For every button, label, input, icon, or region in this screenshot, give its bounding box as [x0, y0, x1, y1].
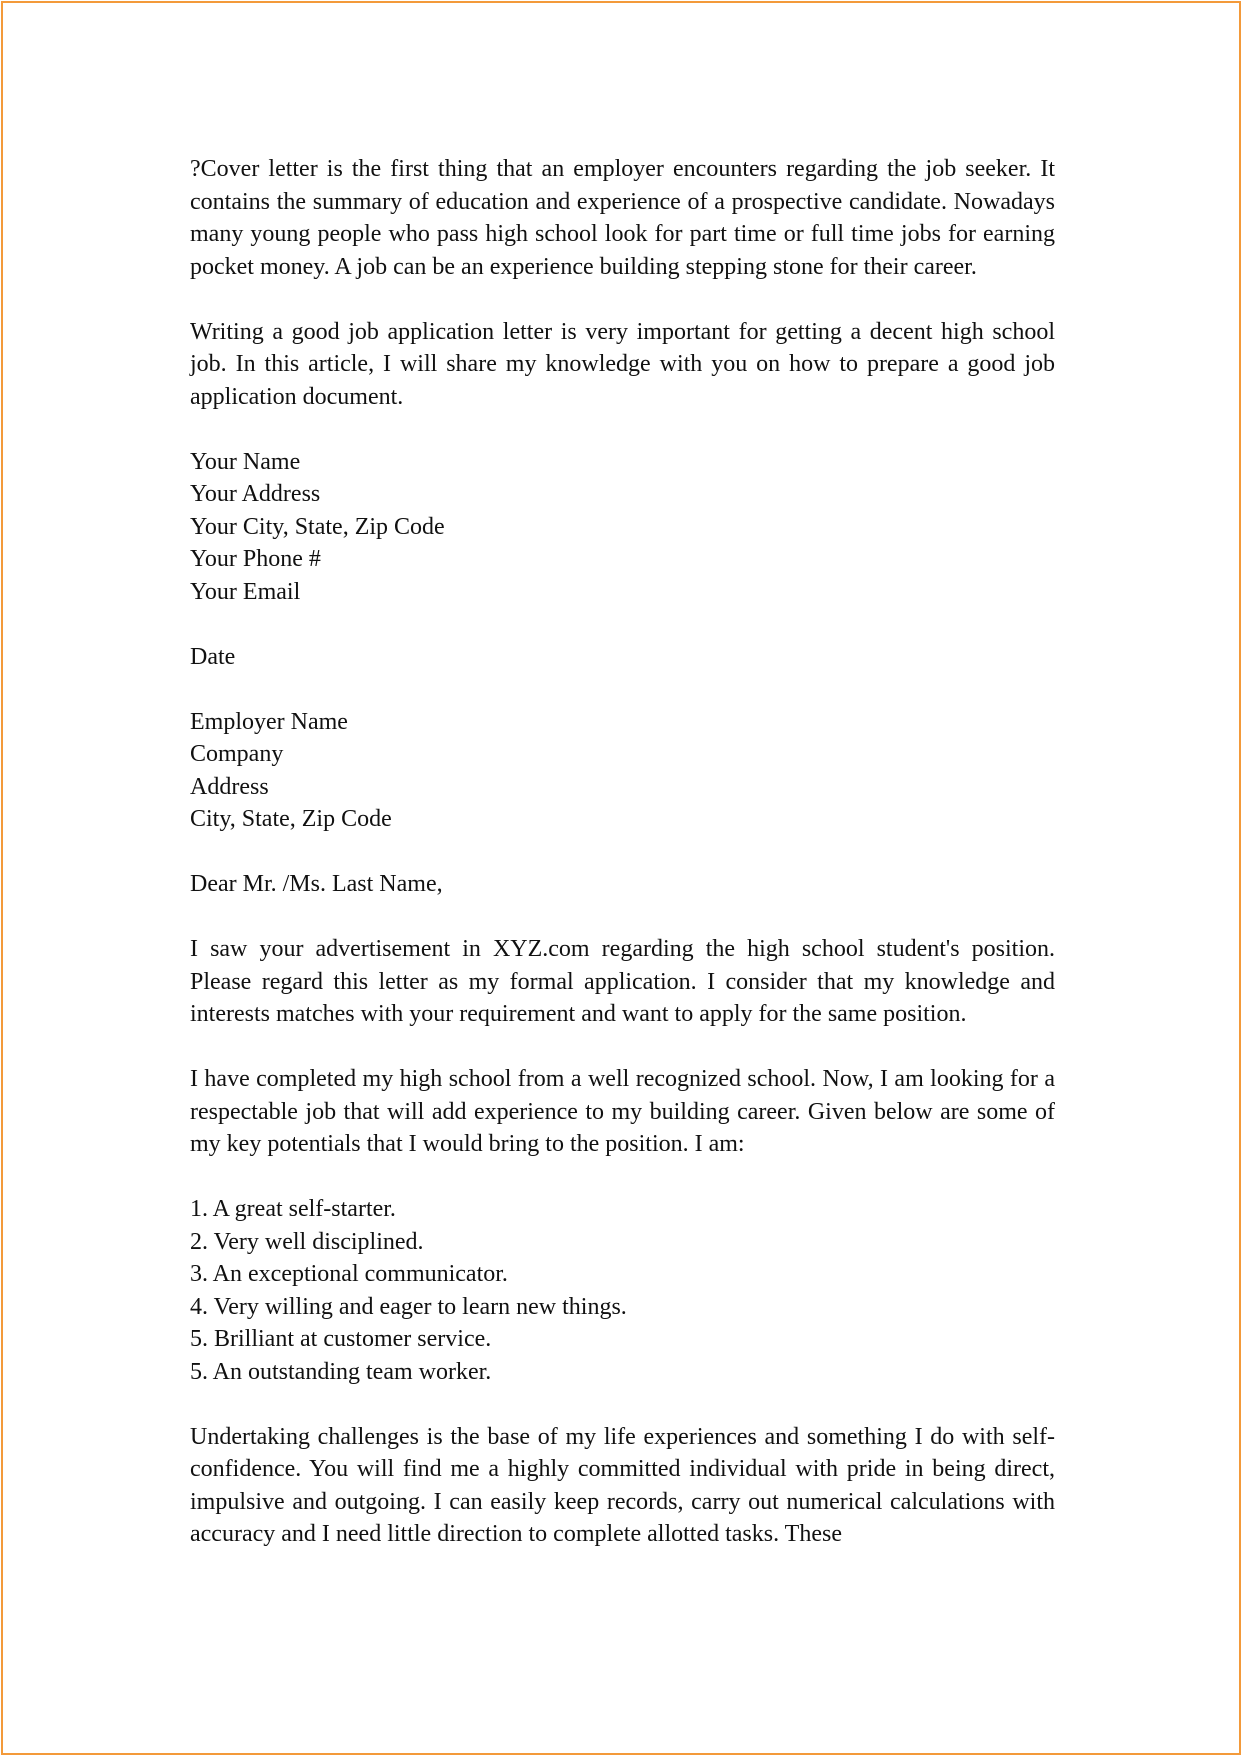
sender-name: Your Name	[190, 448, 301, 475]
recipient-address-block	[190, 706, 1055, 836]
salutation-block	[190, 868, 1055, 901]
salutation: Dear Mr. /Ms. Last Name,	[190, 871, 443, 897]
body-paragraph-2: I have completed my high school from a well recognized school. Now, I am looking for a respectable job that will add experience to my building career. Given below are some of my key potentials that I would bring to the position. I am:	[190, 1066, 1055, 1157]
qualities-list	[190, 1193, 1055, 1388]
document-body	[190, 153, 1055, 1551]
recipient-address: Address	[190, 773, 269, 800]
list-item: 5. An outstanding team worker.	[190, 1358, 492, 1385]
recipient-city-state-zip: City, State, Zip Code	[190, 806, 392, 832]
date-block	[190, 641, 1055, 674]
recipient-name: Employer Name	[190, 708, 348, 735]
sender-address-block	[190, 446, 1055, 609]
list-item: 4. Very willing and eager to learn new things.	[190, 1293, 627, 1320]
intro-paragraph-2: Writing a good job application letter is very important for getting a decent high school job. In this article, I will share my knowledge with you on how to prepare a good job application document.	[190, 318, 1055, 410]
intro-paragraph-1: ?Cover letter is the first thing that an employer encounters regarding the job seeker. It contains the summary of education and experience of a prospective candidate. Nowadays many young people who pass high school look for part time or full time jobs for earning pocket money. A job can be an experience building stepping stone for their career.	[190, 156, 1055, 280]
list-item: 5. Brilliant at customer service.	[190, 1326, 492, 1352]
list-item: 2. Very well disciplined.	[190, 1228, 424, 1255]
recipient-company: Company	[190, 741, 284, 767]
sender-phone: Your Phone #	[190, 546, 321, 572]
letter-date: Date	[190, 643, 236, 670]
list-item: 1. A great self-starter.	[190, 1196, 396, 1222]
body-paragraph-1: I saw your advertisement in XYZ.com regarding the high school student's position. Please regard this letter as my formal application. I consider that my knowledge and interests matches with your requirement and want to apply for the same position.	[190, 936, 1055, 1027]
closing-paragraph: Undertaking challenges is the base of my life experiences and something I do with self-confidence. You will find me a highly committed individual with pride in being direct, impulsive and outgoing. I can easily keep records, carry out numerical calculations with accuracy and I need little direction to complete allotted tasks. These	[190, 1423, 1055, 1547]
sender-city-state-zip: Your City, State, Zip Code	[190, 513, 445, 540]
sender-email: Your Email	[190, 578, 301, 605]
list-item: 3. An exceptional communicator.	[190, 1261, 508, 1287]
sender-address: Your Address	[190, 481, 321, 507]
